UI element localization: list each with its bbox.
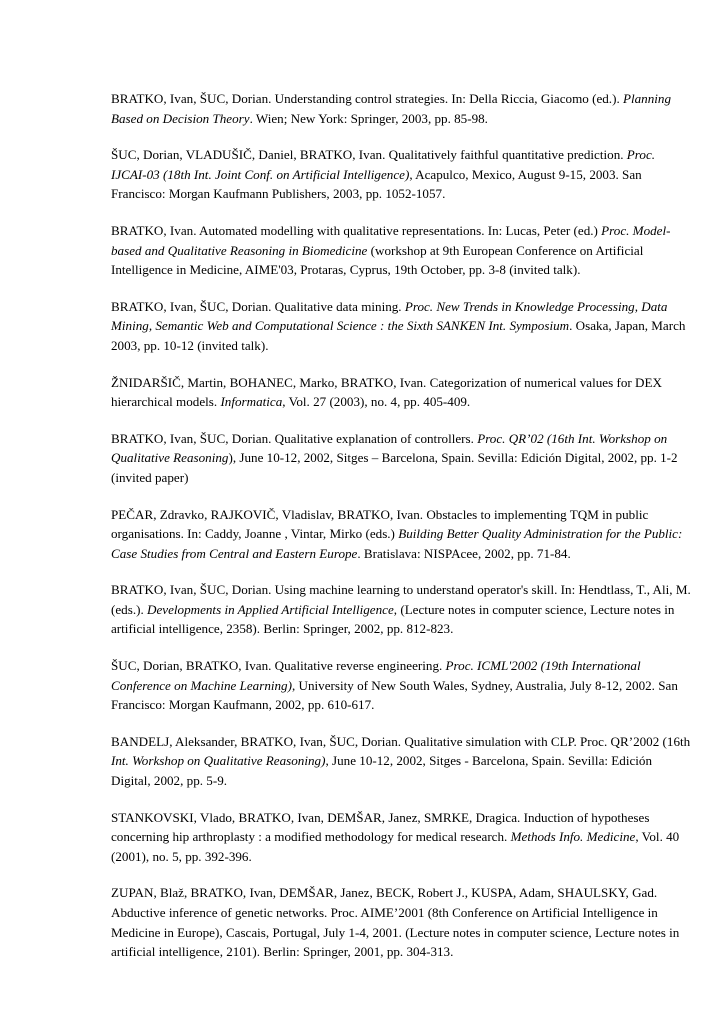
reference-title-italic: Developments in Applied Artificial Intelligence xyxy=(147,601,394,617)
reference-text: . Bratislava: NISPAcee, 2002, pp. 71-84. xyxy=(357,545,571,561)
reference-text: . Osaka, Japan, March 2003, pp. 10-12 (invited talk). xyxy=(111,318,686,353)
reference-text: . Wien; New York: Springer, 2003, pp. 85-98. xyxy=(249,110,488,126)
reference-entry xyxy=(111,297,691,356)
reference-text: ZUPAN, Blaž, BRATKO, Ivan, DEMŠAR, Janez, BECK, Robert J., KUSPA, Adam, SHAULSKY, Gad. Abductive inference of genetic networks. Proc. AIME’2001 (8th Conference on Artificial Intelligence in Medicine in Europe), Cascais, Portugal, July 1-4, 2001. (Lecture notes in computer science, Lecture notes in artificial intelligence, 2101). Berlin: Springer, 2001, pp. 304-313. xyxy=(111,885,680,960)
reference-entry xyxy=(111,373,691,412)
reference-text: ŽNIDARŠIČ, Martin, BOHANEC, Marko, BRATKO, Ivan. Categorization of numerical values for DEX hierarchical models. xyxy=(111,374,662,410)
reference-text: , Vol. 40 (2001), no. 5, pp. 392-396. xyxy=(111,829,680,864)
reference-title-italic: Proc. New Trends in Knowledge Processing, Data Mining, Semantic Web and Computational Science : the Sixth SANKEN Int. Symposium xyxy=(111,298,668,334)
reference-entry xyxy=(111,656,691,715)
reference-text: BRATKO, Ivan, ŠUC, Dorian. Using machine learning to understand operator's skill. In: Hendtlass, T., Ali, M. (eds.). xyxy=(111,582,691,617)
reference-text: BRATKO, Ivan. Automated modelling with qualitative representations. In: Lucas, Peter (ed.) xyxy=(111,222,602,238)
reference-text: BRATKO, Ivan, ŠUC, Dorian. Qualitative data mining. xyxy=(111,298,405,314)
reference-title-italic: Informatica xyxy=(220,394,283,410)
reference-title-italic: Int. Workshop on Qualitative Reasoning) xyxy=(111,753,326,769)
reference-entry xyxy=(111,505,691,564)
reference-entry xyxy=(111,429,691,488)
reference-entry xyxy=(111,808,691,867)
reference-title-italic: Proc. ICML'2002 (19th International Conference on Machine Learning) xyxy=(111,658,641,693)
reference-entry xyxy=(111,732,691,791)
reference-text: ŠUC, Dorian, BRATKO, Ivan. Qualitative reverse engineering. xyxy=(111,658,446,674)
reference-title-italic: Building Better Quality Administration for the Public: Case Studies from Central and Eastern Europe xyxy=(111,526,683,561)
reference-title-italic: Planning Based on Decision Theory xyxy=(111,91,672,126)
reference-text: ŠUC, Dorian, VLADUŠIČ, Daniel, BRATKO, Ivan. Qualitatively faithful quantitative prediction. xyxy=(111,147,627,163)
reference-text: ), June 10-12, 2002, Sitges – Barcelona, Spain. Sevilla: Edición Digital, 2002, pp. 1-2 (invited paper) xyxy=(111,450,678,485)
reference-text: STANKOVSKI, Vlado, BRATKO, Ivan, DEMŠAR, Janez, SMRKE, Dragica. Induction of hypotheses concerning hip arthroplasty : a modified methodology for medical research. xyxy=(111,809,650,845)
reference-title-italic: Proc. IJCAI-03 (18th Int. Joint Conf. on Artificial Intelligence) xyxy=(111,147,656,182)
reference-entry xyxy=(111,89,691,128)
reference-title-italic: Proc. QR’02 (16th Int. Workshop on Qualitative Reasoning xyxy=(111,430,668,466)
reference-entry xyxy=(111,580,691,639)
reference-text: , Vol. 27 (2003), no. 4, pp. 405-409. xyxy=(282,394,471,410)
reference-entry xyxy=(111,145,691,204)
reference-text: , (Lecture notes in computer science, Lecture notes in artificial intelligence, 2358). Berlin: Springer, 2002, pp. 812-823. xyxy=(111,601,675,637)
reference-text: , University of New South Wales, Sydney, Australia, July 8-12, 2002. San Francisco: Morgan Kaufmann, 2002, pp. 610-617. xyxy=(111,677,678,713)
reference-text: , June 10-12, 2002, Sitges - Barcelona, Spain. Sevilla: Edición Digital, 2002, pp. 5-9. xyxy=(111,753,653,789)
reference-entry xyxy=(111,883,691,961)
reference-text: BANDELJ, Aleksander, BRATKO, Ivan, ŠUC, Dorian. Qualitative simulation with CLP. Proc. QR’2002 (16th xyxy=(111,733,691,749)
reference-list xyxy=(111,89,691,979)
reference-text: BRATKO, Ivan, ŠUC, Dorian. Understanding control strategies. In: Della Riccia, Giacomo (ed.). xyxy=(111,91,623,106)
reference-entry xyxy=(111,221,691,280)
reference-text: (workshop at 9th European Conference on Artificial Intelligence in Medicine, AIME'03, Protaras, Cyprus, 19th October, pp. 3-8 (invited talk). xyxy=(111,242,644,278)
reference-text: PEČAR, Zdravko, RAJKOVIČ, Vladislav, BRATKO, Ivan. Obstacles to implementing TQM in public organisations. In: Caddy, Joanne , Vintar, Mirko (eds.) xyxy=(111,506,649,542)
reference-title-italic: Proc. Model-based and Qualitative Reasoning in Biomedicine xyxy=(111,222,671,258)
reference-text: , Acapulco, Mexico, August 9-15, 2003. San Francisco: Morgan Kaufmann Publishers, 2003, pp. 1052-1057. xyxy=(111,166,642,202)
reference-text: BRATKO, Ivan, ŠUC, Dorian. Qualitative explanation of controllers. xyxy=(111,430,478,446)
reference-title-italic: Methods Info. Medicine xyxy=(510,829,636,845)
